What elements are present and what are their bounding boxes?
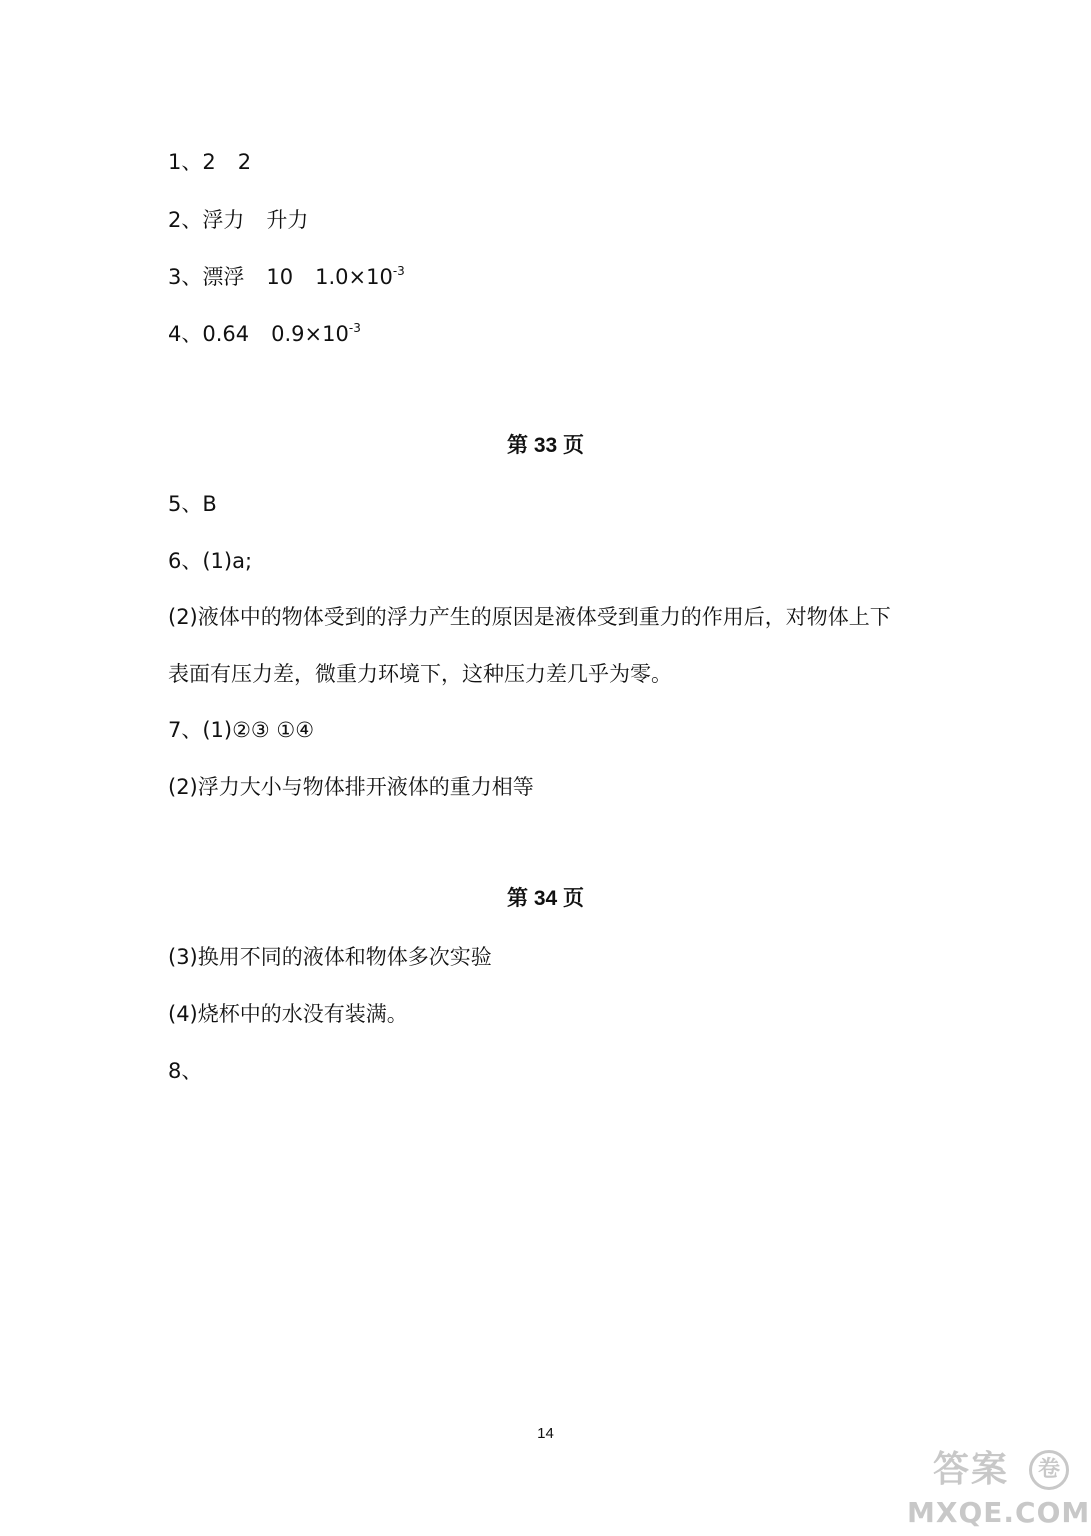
answer-5: 5、B (168, 492, 217, 516)
answer-3-value-2: 10 (266, 265, 294, 289)
watermark-logo (907, 1448, 1091, 1530)
answer-2-number: 2、 (168, 208, 203, 232)
page-34-heading: 第 34 页 (506, 887, 585, 910)
answer-3-number: 3、 (168, 265, 203, 289)
watermark-domain-text: MXQE.COM (907, 1496, 1091, 1529)
answer-1 (168, 148, 251, 176)
answer-1-value-2: 2 (237, 150, 252, 174)
answer-6-part-2-line-2: 表面有压力差，微重力环境下，这种压力差几乎为零。 (168, 662, 672, 686)
answer-4-exponent: -3 (348, 321, 361, 335)
answer-1-number: 1、 (168, 150, 203, 174)
watermark-badge-icon: 卷 (1029, 1450, 1069, 1490)
page-number: 14 (537, 1425, 554, 1442)
answer-3-value-1: 漂浮 (202, 265, 245, 289)
answer-7-part-4: (4)烧杯中的水没有装满。 (168, 1002, 408, 1026)
answer-3-exponent: -3 (392, 264, 405, 278)
answer-6-part-1: 6、(1)a; (168, 549, 253, 573)
answer-7-part-1: 7、(1)②③ ①④ (168, 718, 315, 742)
answer-2-value-1: 浮力 (202, 208, 245, 232)
page-33-heading: 第 33 页 (506, 434, 585, 457)
watermark-chinese-text: 答案 (933, 1449, 1010, 1490)
answer-4-value-2: 0.9×10 (271, 322, 349, 346)
answer-7-part-2: (2)浮力大小与物体排开液体的重力相等 (168, 775, 534, 799)
answer-3 (168, 263, 405, 291)
answer-4 (168, 320, 361, 348)
answer-4-value-1: 0.64 (202, 322, 250, 346)
answer-3-value-3: 1.0×10 (315, 265, 393, 289)
answer-8: 8、 (168, 1059, 203, 1083)
answer-1-value-1: 2 (202, 150, 216, 174)
answer-2 (168, 206, 308, 234)
answer-4-number: 4、 (168, 322, 203, 346)
answer-7-part-3: (3)换用不同的液体和物体多次实验 (168, 945, 492, 969)
answer-6-part-2-line-1: (2)液体中的物体受到的浮力产生的原因是液体受到重力的作用后，对物体上下 (168, 605, 891, 629)
answer-2-value-2: 升力 (266, 208, 309, 232)
